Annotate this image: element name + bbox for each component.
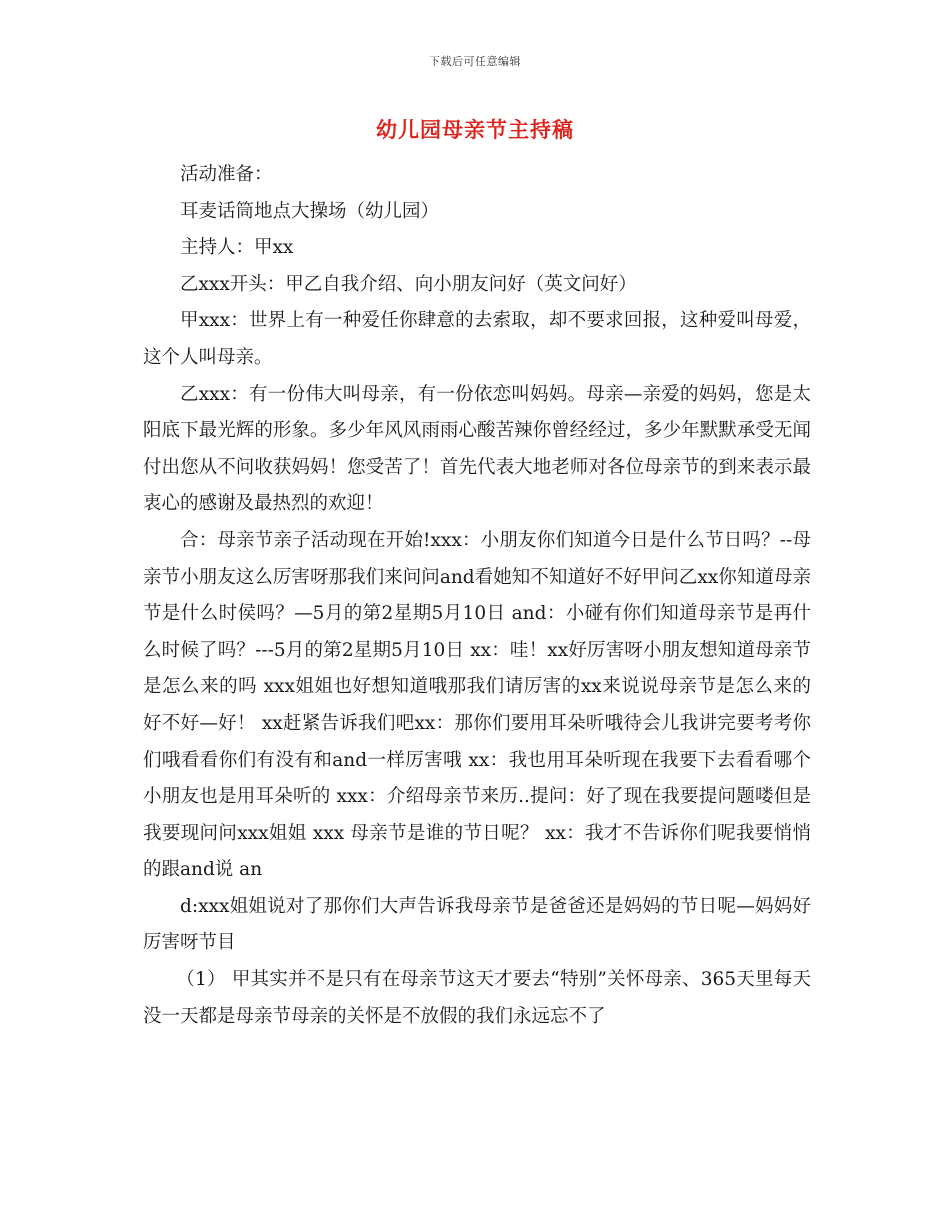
paragraph-host: 主持人：甲xx — [180, 237, 294, 259]
paragraph-continuation: d:xxx姐姐说对了那你们大声告诉我母亲节是爸爸还是妈妈的节日呢—妈妈好厉害呀节目 — [143, 895, 811, 954]
document-title: 幼儿园母亲节主持稿 — [376, 117, 574, 142]
paragraph-together-activity: 合：母亲节亲子活动现在开始!xxx：小朋友你们知道今日是什么节日吗？--母亲节小朋友这么厉害呀那我们来问问and看她知不知道好不好甲问乙xx你知道母亲节是什么时侯吗？—5月的第2星期5月10日 and：小碰有你们知道母亲节是再什么时候了吗？---5月的第2星期5月10日 xx：哇！xx好厉害呀小朋友想知道母亲节是怎么来的吗 xxx姐姐也好想知道哦那我们请厉害的xx来说说母亲节是怎么来的好不好—好！ xx赶紧告诉我们吧xx：那你们要用耳朵听哦待会儿我讲完要考考你们哦看看你们有没有和and一样厉害哦 xx：我也用耳朵听现在我要下去看看哪个小朋友也是用耳朵听的 xxx：介绍母亲节来历..提问：好了现在我要提问题喽但是我要现问问xxx姐姐 xxx 母亲节是谁的节日呢？ xx：我才不告诉你们呢我要悄悄的跟and说 an — [143, 529, 811, 881]
header-note: 下载后可任意编辑 — [429, 55, 521, 68]
paragraph-program-item-1: （1） 甲其实并不是只有在母亲节这天才要去“特别”关怀母亲、365天里每天没一天都是母亲节母亲的关怀是不放假的我们永远忘不了 — [143, 969, 811, 1027]
paragraph-equipment: 耳麦话筒地点大操场（幼儿园） — [180, 200, 440, 222]
paragraph-preparation: 活动准备： — [180, 164, 273, 185]
paragraph-opening: 乙xxx开头：甲乙自我介绍、向小朋友问好（英文问好） — [180, 273, 637, 295]
paragraph-host-b-speech: 乙xxx：有一份伟大叫母亲，有一份依恋叫妈妈。母亲—亲爱的妈妈，您是太阳底下最光辉的形象。多少年风风雨雨心酸苦辣你曾经经过，多少年默默承受无闻付出您从不问收获妈妈！您受苦了！首先代表大地老师对各位母亲节的到来表示最衷心的感谢及最热烈的欢迎！ — [143, 383, 811, 515]
document-body — [143, 157, 811, 1035]
paragraph-host-a-speech: 甲xxx：世界上有一种爱任你肆意的去索取，却不要求回报，这种爱叫母爱，这个人叫母亲。 — [143, 310, 811, 368]
